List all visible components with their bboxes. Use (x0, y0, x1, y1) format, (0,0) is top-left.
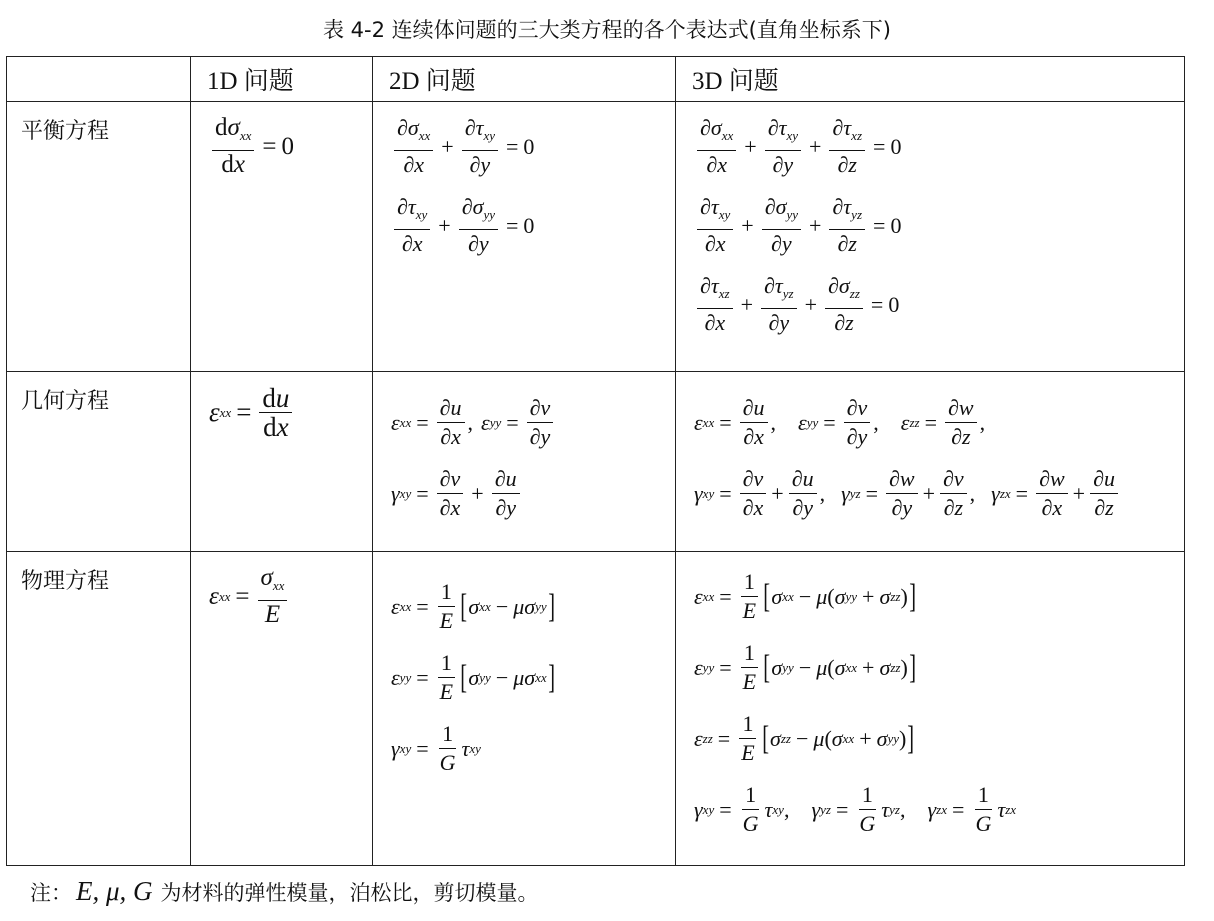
table-note (30, 876, 539, 907)
physical-2d: ε xx = $\frac{1}{E}$ [ σ xx − μσ yy ] ε yy = $\frac{1}{E}$ [ σ yy − μσ xx ] γ xy = $\frac{1}{G}$ τ xy (373, 552, 676, 866)
header-empty (7, 57, 191, 102)
geometric-1d: ε xx = $\frac{du}{dx}$ (191, 372, 373, 552)
row-equilibrium (7, 102, 1185, 372)
row-label-geometric: 几何方程 (7, 372, 191, 552)
geometric-3d: ε xx = $\frac{\partial u}{\partial x}$ , ε yy = $\frac{\partial v}{\partial y}$ , ε zz = $\frac{\partial w}{\partial z}$ , γ xy = $\frac{\partial v}{\partial x}$ + $\frac{\partial u}{\partial y}$ , γ yz = $\frac{\partial w}{\partial y}$ + $\frac{\partial v}{\partial z}$ , γ zx = $\frac{\partial w}{\partial x}$ + $\frac{\partial u}{\partial z}$ (676, 372, 1185, 552)
note-symbols: E, μ, G (76, 876, 153, 906)
header-1d: 1D 问题 (191, 57, 373, 102)
equilibrium-1d: $\frac{d\sigma_{xx}}{dx}$ = 0 (191, 102, 373, 372)
physical-3d: ε xx = $\frac{1}{E}$ [ σ xx − μ ( σ yy + σ zz ) ] ε yy = $\frac{1}{E}$ [ σ yy − μ ( σ xx + σ zz ) ] ε zz = $\frac{1}{E}$ [ σ zz − μ ( σ xx + σ yy ) ] γ xy = $\frac{1}{G}$ τ xy , γ yz = $\frac{1}{G}$ τ yz , γ zx = $\frac{1}{G}$ τ zx (676, 552, 1185, 866)
geometric-2d: ε xx = $\frac{\partial u}{\partial x}$ , ε yy = $\frac{\partial v}{\partial y}$ γ xy = $\frac{\partial v}{\partial x}$ + $\frac{\partial u}{\partial y}$ (373, 372, 676, 552)
header-2d: 2D 问题 (373, 57, 676, 102)
row-label-equilibrium: 平衡方程 (7, 102, 191, 372)
header-row (7, 57, 1185, 102)
physical-1d: ε xx = $\frac{\sigma_{xx}}{E}$ (191, 552, 373, 866)
equilibrium-2d: $\frac{\partial\sigma_{xx}}{\partial x}$ + $\frac{\partial\tau_{xy}}{\partial y}$ = 0 $\frac{\partial\tau_{xy}}{\partial x}$ + $\frac{\partial\sigma_{yy}}{\partial y}$ = 0 (373, 102, 676, 372)
row-geometric (7, 372, 1185, 552)
equations-table (6, 56, 1185, 866)
equilibrium-3d: $\frac{\partial\sigma_{xx}}{\partial x}$ + $\frac{\partial\tau_{xy}}{\partial y}$ + $\frac{\partial\tau_{xz}}{\partial z}$ = 0 $\frac{\partial\tau_{xy}}{\partial x}$ + $\frac{\partial\sigma_{yy}}{\partial y}$ + $\frac{\partial\tau_{yz}}{\partial z}$ = 0 $\frac{\partial\tau_{xz}}{\partial x}$ + $\frac{\partial\tau_{yz}}{\partial y}$ + $\frac{\partial\sigma_{zz}}{\partial z}$ = 0 (676, 102, 1185, 372)
row-label-physical: 物理方程 (7, 552, 191, 866)
row-physical (7, 552, 1185, 866)
header-3d: 3D 问题 (676, 57, 1185, 102)
table-caption: 表 4-2 连续体问题的三大类方程的各个表达式(直角坐标系下) (322, 18, 892, 42)
note-prefix: 注： (30, 880, 72, 905)
note-text: 为材料的弹性模量，泊松比，剪切模量。 (160, 880, 539, 905)
